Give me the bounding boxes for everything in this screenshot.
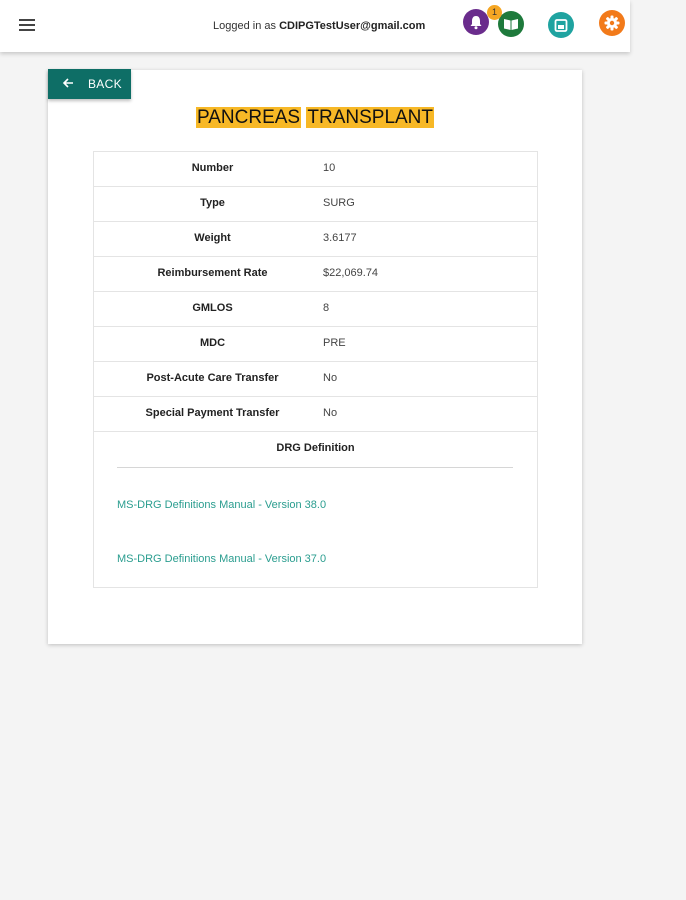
arrow-left-icon — [62, 77, 74, 89]
row-value: 8 — [323, 302, 330, 314]
calendar-icon — [548, 12, 574, 38]
row-value: No — [323, 372, 338, 384]
drg-details-table — [93, 151, 538, 588]
row-label: Reimbursement Rate — [157, 267, 268, 279]
title-word-1: PANCREAS — [196, 107, 301, 128]
title-word-2: TRANSPLANT — [307, 107, 434, 128]
back-button-label: BACK — [88, 77, 122, 91]
row-value: PRE — [323, 337, 346, 349]
user-email: CDIPGTestUser@gmail.com — [279, 20, 426, 32]
table-row — [94, 327, 537, 362]
table-row — [94, 397, 537, 432]
page-title — [0, 107, 630, 129]
definitions-manual-link-38[interactable]: MS-DRG Definitions Manual - Version 38.0 — [117, 499, 327, 511]
row-label: Number — [191, 162, 234, 174]
row-value: SURG — [323, 197, 355, 209]
notification-count-badge: 1 — [487, 5, 502, 20]
menu-icon[interactable] — [19, 19, 35, 33]
table-row — [94, 187, 537, 222]
gear-icon — [599, 10, 625, 36]
row-value: 10 — [323, 162, 336, 174]
row-label: MDC — [199, 337, 226, 349]
bell-icon — [463, 9, 489, 35]
settings-button[interactable] — [599, 10, 625, 36]
drg-definition-heading: DRG Definition — [276, 442, 355, 454]
book-button[interactable] — [498, 11, 524, 37]
calendar-button[interactable] — [548, 12, 574, 38]
definitions-manual-link-37[interactable]: MS-DRG Definitions Manual - Version 37.0 — [117, 553, 327, 565]
row-value: No — [323, 407, 338, 419]
row-label: Post-Acute Care Transfer — [146, 372, 279, 384]
drg-definition-section — [94, 432, 537, 587]
logged-in-status — [213, 20, 425, 32]
table-row — [94, 222, 537, 257]
table-row — [94, 292, 537, 327]
logged-in-prefix: Logged in as — [213, 20, 280, 32]
table-row — [94, 257, 537, 292]
row-label: GMLOS — [192, 302, 233, 314]
divider — [117, 467, 513, 468]
row-label: Type — [200, 197, 225, 209]
notifications-button[interactable] — [463, 9, 489, 35]
back-button[interactable] — [48, 69, 131, 99]
book-icon — [498, 11, 524, 37]
row-label: Weight — [194, 232, 231, 244]
row-value: 3.6177 — [323, 232, 357, 244]
row-label: Special Payment Transfer — [145, 407, 280, 419]
row-value: $22,069.74 — [323, 267, 379, 279]
top-app-bar — [0, 0, 630, 52]
table-row — [94, 152, 537, 187]
table-row — [94, 362, 537, 397]
